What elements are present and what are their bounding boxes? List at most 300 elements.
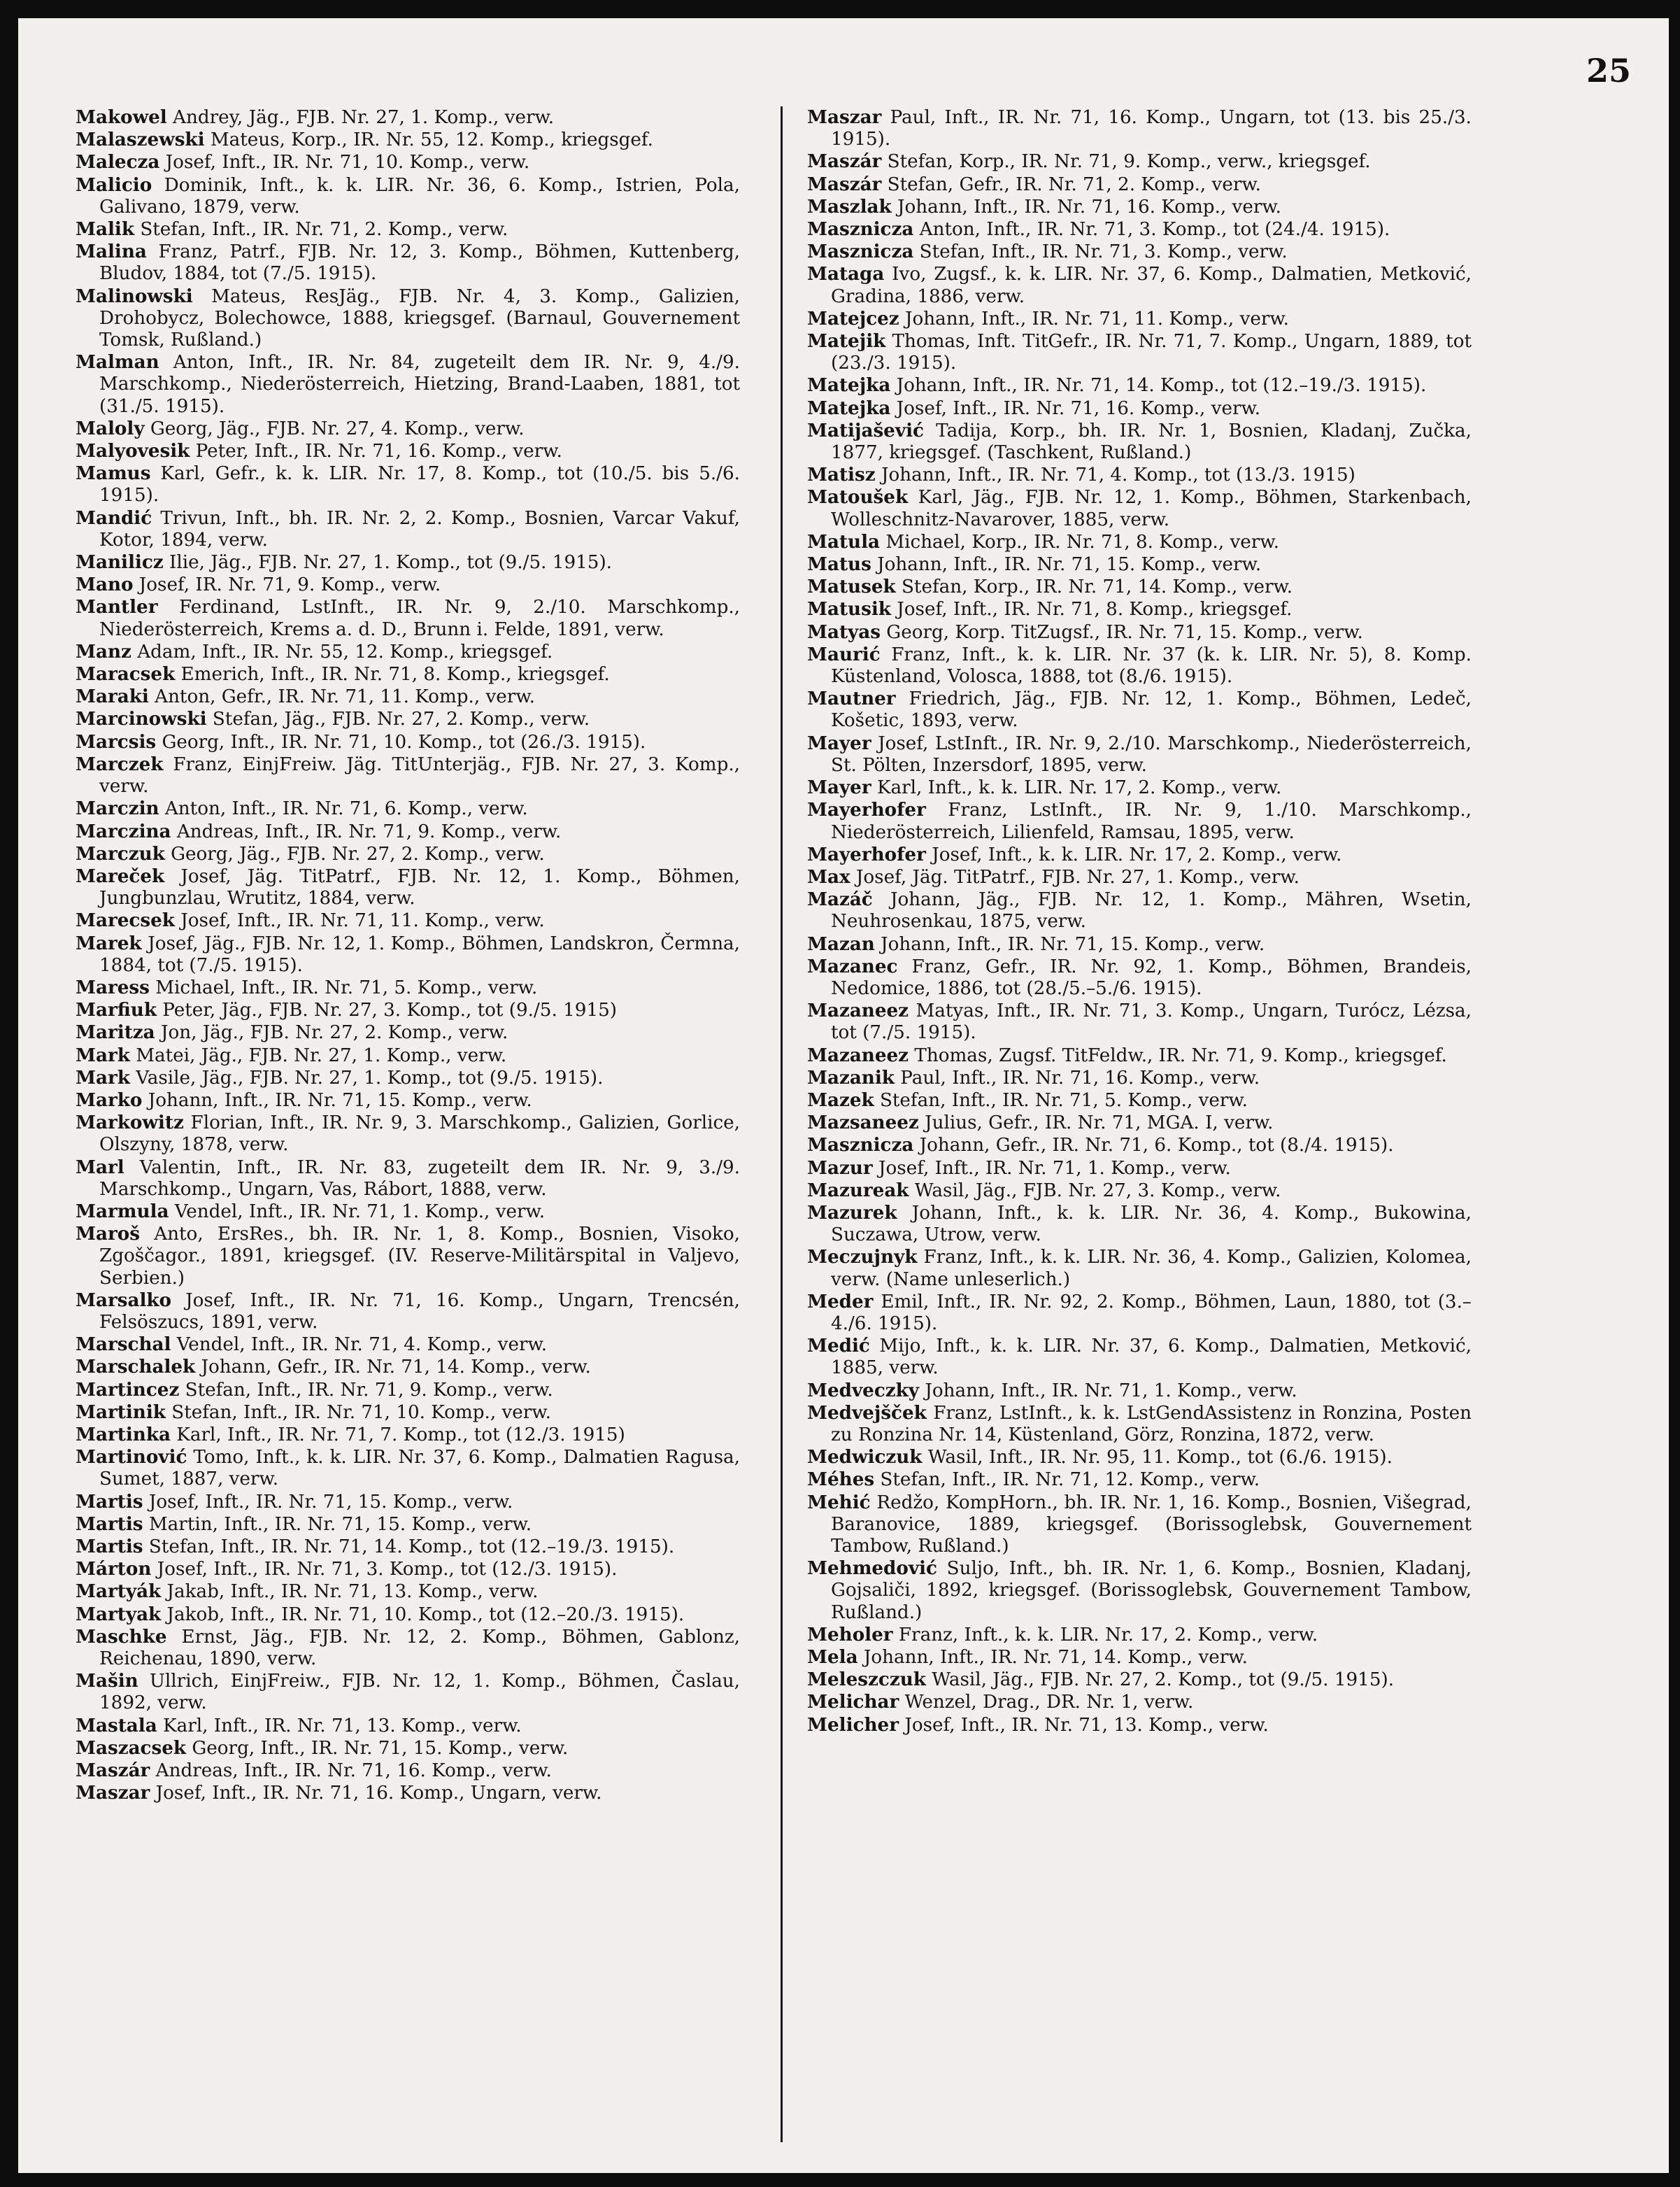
list-entry [76,1604,740,1626]
entry-details: Josef, LstInft., IR. Nr. 9, 2./10. Marschkomp., Niederösterreich, St. Pölten, Inzersdorf, 1895, verw. [831,732,1472,776]
entry-details: Franz, EinjFreiw. Jäg. TitUnterjäg., FJB. Nr. 27, 3. Komp., verw. [99,753,740,798]
entry-surname: Mehić [807,1491,871,1513]
list-entry [76,596,740,640]
entry-details: Ferdinand, LstInft., IR. Nr. 9, 2./10. Marschkomp., Niederösterreich, Krems a. d. D., Brunn i. Felde, 1891, verw. [99,597,740,640]
list-entry [76,1289,740,1333]
entry-surname: Matyas [807,621,881,643]
entry-surname: Maraki [76,686,149,708]
entry-surname: Maschke [76,1625,167,1648]
entry-surname: Marsalko [76,1289,172,1311]
entry-surname: Malaszewski [76,129,205,151]
entry-details: Peter, Inft., IR. Nr. 71, 16. Komp., verw. [190,441,562,462]
list-entry [807,1669,1472,1691]
entry-details: Wasil, Inft., IR. Nr. 95, 11. Komp., tot (6./6. 1915). [922,1447,1393,1468]
list-entry [807,1646,1472,1669]
entry-details: Stefan, Korp., IR. Nr. 71, 9. Komp., verw., kriegsgef. [881,151,1371,173]
page-number: 25 [1586,52,1631,90]
entry-surname: Marek [76,932,142,954]
entry-details: Vasile, Jäg., FJB. Nr. 27, 1. Komp., tot (9./5. 1915). [129,1067,604,1089]
entry-details: Matyas, Inft., IR. Nr. 71, 3. Komp., Ungarn, Turócz, Lézsa, tot (7./5. 1915). [831,1000,1472,1044]
entry-surname: Marmula [76,1200,169,1222]
entry-surname: Matejka [807,374,891,397]
entry-details: Josef, Inft., IR. Nr. 71, 1. Komp., verw. [872,1157,1231,1179]
list-entry [76,151,740,174]
list-entry [76,1045,740,1067]
entry-surname: Malman [76,351,159,374]
entry-details: Andreas, Inft., IR. Nr. 71, 9. Komp., verw. [171,821,562,842]
entry-details: Tadija, Korp., bh. IR. Nr. 1, Bosnien, Kladanj, Zučka, 1877, kriegsgef. (Taschkent, Rußland.) [831,420,1472,464]
list-entry [807,1246,1472,1290]
entry-details: Franz, LstInft., k. k. LstGendAssistenz in Ronzina, Posten zu Ronzina Nr. 14, Küstenland, Görz, Ronzina, 1872, verw. [831,1402,1472,1445]
entry-details: Adam, Inft., IR. Nr. 55, 12. Komp., kriegsgef. [131,641,553,663]
entry-details: Josef, Inft., IR. Nr. 71, 11. Komp., verw. [174,910,545,932]
entry-surname: Medwiczuk [807,1446,923,1468]
list-entry [76,418,740,440]
entry-surname: Medić [807,1335,870,1357]
entry-details: Michael, Korp., IR. Nr. 71, 8. Komp., verw. [880,531,1279,553]
entry-details: Ernst, Jäg., FJB. Nr. 12, 2. Komp., Böhmen, Gablonz, Reichenau, 1890, verw. [99,1626,740,1670]
entry-details: Andrey, Jäg., FJB. Nr. 27, 1. Komp., verw. [166,107,555,128]
entry-details: Peter, Jäg., FJB. Nr. 27, 3. Komp., tot (9./5. 1915) [156,1000,617,1021]
list-entry [76,731,740,753]
list-entry [807,866,1472,889]
list-entry [76,440,740,462]
list-entry [807,576,1472,598]
list-entry [807,1067,1472,1089]
entry-details: Georg, Inft., IR. Nr. 71, 10. Komp., tot (26./3. 1915). [156,731,646,753]
list-entry [76,1491,740,1513]
list-entry [76,686,740,708]
entry-surname: Maszar [76,1782,150,1804]
entry-surname: Malinowski [76,285,193,307]
entry-surname: Marl [76,1156,124,1178]
entry-surname: Maracsek [76,663,176,686]
entry-surname: Mela [807,1646,858,1669]
list-entry [76,1626,740,1670]
entry-surname: Maszár [807,150,882,173]
entry-details: Josef, Inft., IR. Nr. 71, 16. Komp., Ungarn, Trencsén, Felsöszucs, 1891, verw. [99,1289,740,1333]
entry-surname: Mayerhofer [807,799,926,821]
entry-surname: Medveczky [807,1379,920,1401]
list-entry [76,663,740,686]
entry-details: Vendel, Inft., IR. Nr. 71, 1. Komp., verw. [169,1201,546,1222]
entry-surname: Maszár [807,173,882,195]
entry-surname: Malicio [76,174,152,196]
list-entry [76,507,740,551]
list-entry [807,1000,1472,1044]
list-entry [76,218,740,241]
entry-surname: Martincez [76,1378,180,1401]
list-entry [807,1335,1472,1379]
entry-details: Josef, Inft., IR. Nr. 71, 15. Komp., verw. [143,1491,513,1513]
entry-details: Johann, Inft., IR. Nr. 71, 4. Komp., tot (13./3. 1915) [875,465,1355,486]
entry-surname: Matejcez [807,307,899,330]
entry-surname: Marko [76,1089,143,1111]
entry-details: Josef, Inft., IR. Nr. 71, 3. Komp., tot (12./3. 1915). [151,1559,618,1580]
entry-surname: Masznicza [807,218,914,241]
list-entry [807,1045,1472,1067]
entry-details: Karl, Inft., k. k. LIR. Nr. 17, 2. Komp., verw. [871,777,1282,799]
list-entry [807,1380,1472,1402]
list-entry [76,1424,740,1446]
entry-surname: Maloly [76,417,145,439]
entry-surname: Matula [807,530,881,553]
entry-details: Thomas, Inft. TitGefr., IR. Nr. 71, 7. Komp., Ungarn, 1889, tot (23./3. 1915). [831,331,1472,374]
entry-surname: Makowel [76,106,167,128]
list-entry [76,798,740,820]
list-entry [76,1580,740,1603]
entry-details: Georg, Korp. TitZugsf., IR. Nr. 71, 15. Komp., verw. [880,621,1363,643]
list-entry [76,1356,740,1378]
list-entry [807,1624,1472,1646]
list-entry [76,1021,740,1044]
entry-details: Wasil, Jäg., FJB. Nr. 27, 3. Komp., verw. [909,1180,1281,1201]
entry-surname: Martyák [76,1580,162,1603]
entry-surname: Martinović [76,1446,187,1468]
entry-details: Ilie, Jäg., FJB. Nr. 27, 1. Komp., tot (9./5. 1915). [163,552,612,574]
list-entry [807,644,1472,688]
entry-surname: Mazáč [807,889,873,911]
entry-surname: Martinka [76,1423,171,1445]
entry-details: Stefan, Gefr., IR. Nr. 71, 2. Komp., verw. [881,174,1262,195]
entry-surname: Marschal [76,1333,171,1356]
list-entry [807,1112,1472,1134]
entry-details: Johann, Inft., IR. Nr. 71, 1. Komp., verw. [919,1380,1297,1401]
entry-surname: Mandić [76,507,152,529]
list-entry [76,106,740,129]
entry-surname: Maszlak [807,195,892,218]
list-entry [807,1691,1472,1713]
entry-surname: Maszár [76,1760,150,1782]
entry-surname: Mark [76,1066,130,1089]
entry-details: Stefan, Korp., IR. Nr. 71, 14. Komp., verw. [895,576,1293,598]
entry-surname: Mark [76,1044,130,1066]
list-entry [76,1401,740,1424]
entry-details: Georg, Jäg., FJB. Nr. 27, 2. Komp., verw. [164,843,545,865]
entry-details: Karl, Inft., IR. Nr. 71, 13. Komp., verw. [157,1715,522,1736]
entry-surname: Marczina [76,820,171,842]
entry-details: Karl, Inft., IR. Nr. 71, 7. Komp., tot (12./3. 1915) [170,1424,625,1445]
entry-surname: Matoušek [807,486,909,509]
list-entry [76,1333,740,1356]
entry-surname: Manz [76,640,131,663]
entry-surname: Mazek [807,1089,874,1111]
entry-surname: Matus [807,553,871,576]
entry-surname: Marcinowski [76,708,207,730]
list-entry [807,397,1472,420]
entry-details: Thomas, Zugsf. TitFeldw., IR. Nr. 71, 9. Komp., kriegsgef. [909,1045,1447,1066]
entry-surname: Malina [76,241,147,263]
list-entry [807,464,1472,486]
entry-details: Anton, Inft., IR. Nr. 84, zugeteilt dem IR. Nr. 9, 4./9. Marschkomp., Niederösterreich, Hietzing, Brand-Laaben, 1881, tot (31./5. 1915). [99,352,740,417]
entry-surname: Marczuk [76,842,165,865]
list-entry [807,1402,1472,1446]
entry-details: Jakab, Inft., IR. Nr. 71, 13. Komp., verw. [161,1581,539,1603]
entry-details: Anto, ErsRes., bh. IR. Nr. 1, 8. Komp., Bosnien, Visoko, Zgoščagor., 1891, kriegsgef. (IV. Reserve-Militärspital in Valjevo, Serbien.) [99,1224,740,1289]
entry-surname: Marecsek [76,910,175,932]
entry-details: Ivo, Zugsf., k. k. LIR. Nr. 37, 6. Komp., Dalmatien, Metković, Gradina, 1886, verw. [831,264,1472,307]
entry-details: Jakob, Inft., IR. Nr. 71, 10. Komp., tot (12.–20./3. 1915). [161,1604,685,1625]
entry-surname: Marcsis [76,730,157,753]
entry-details: Johann, Gefr., IR. Nr. 71, 6. Komp., tot (8./4. 1915). [913,1135,1394,1156]
entry-details: Mijo, Inft., k. k. LIR. Nr. 37, 6. Komp., Dalmatien, Metković, 1885, verw. [831,1336,1472,1379]
entry-details: Anton, Inft., IR. Nr. 71, 3. Komp., tot (24./4. 1915). [913,219,1390,241]
list-entry [807,330,1472,374]
list-entry [76,351,740,418]
list-entry [76,933,740,977]
entry-details: Stefan, Inft., IR. Nr. 71, 5. Komp., verw. [874,1089,1248,1111]
entry-details: Michael, Inft., IR. Nr. 71, 5. Komp., verw. [149,977,538,998]
list-entry [807,1291,1472,1335]
entry-details: Georg, Jäg., FJB. Nr. 27, 4. Komp., verw. [144,418,525,439]
list-entry [76,285,740,352]
entry-details: Julius, Gefr., IR. Nr. 71, MGA. I, verw. [918,1112,1274,1134]
list-entry [76,708,740,730]
entry-details: Wasil, Jäg., FJB. Nr. 27, 2. Komp., tot (9./5. 1915). [925,1669,1395,1691]
document-page [18,18,1669,2173]
list-entry [807,1089,1472,1112]
list-entry [76,241,740,285]
entry-surname: Mataga [807,263,885,285]
entry-details: Josef, Jäg., FJB. Nr. 12, 1. Komp., Böhmen, Landskron, Čermna, 1884, tot (7./5. 1915). [99,933,740,976]
entry-details: Wenzel, Drag., DR. Nr. 1, verw. [899,1692,1194,1713]
list-entry [76,1446,740,1490]
list-entry [76,1223,740,1289]
entry-details: Paul, Inft., IR. Nr. 71, 16. Komp., Ungarn, tot (13. bis 25./3. 1915). [831,107,1472,150]
entry-details: Anton, Gefr., IR. Nr. 71, 11. Komp., verw. [148,686,535,708]
list-entry [76,821,740,843]
entry-surname: Mazanik [807,1066,895,1089]
list-entry [76,1067,740,1089]
list-entry [807,799,1472,843]
column-divider [781,106,783,2142]
entry-details: Franz, Gefr., IR. Nr. 92, 1. Komp., Böhmen, Brandeis, Nedomice, 1886, tot (28./5.–5./6. 1915). [831,956,1472,999]
entry-surname: Malik [76,218,134,241]
entry-surname: Mazaneez [807,1044,909,1066]
entry-details: Josef, Inft., IR. Nr. 71, 16. Komp., Ungarn, verw. [150,1783,602,1804]
list-entry [807,621,1472,644]
entry-surname: Martis [76,1536,143,1557]
entry-surname: Mazaneez [807,1000,909,1022]
entry-details: Josef, Inft., k. k. LIR. Nr. 17, 2. Komp., verw. [925,844,1342,865]
entry-details: Johann, Inft., IR. Nr. 71, 11. Komp., verw. [899,308,1290,330]
entry-details: Franz, Inft., k. k. LIR. Nr. 17, 2. Komp., verw. [892,1624,1318,1645]
entry-surname: Mazan [807,933,875,955]
entry-surname: Matusek [807,576,896,598]
entry-details: Florian, Inft., IR. Nr. 9, 3. Marschkomp., Galizien, Gorlice, Olszyny, 1878, verw. [99,1112,740,1156]
entry-surname: Mazurek [807,1201,897,1224]
entry-details: Johann, Inft., k. k. LIR. Nr. 36, 4. Komp., Bukowina, Suczawa, Utrow, verw. [831,1202,1472,1246]
entry-surname: Mano [76,574,134,596]
entry-surname: Mehmedović [807,1557,937,1580]
entry-details: Mateus, ResJäg., FJB. Nr. 4, 3. Komp., Galizien, Drohobycz, Bolechowce, 1888, kriegsgef. (Barnaul, Gouvernement Tomsk, Rußland.) [99,285,740,351]
entry-details: Stefan, Jäg., FJB. Nr. 27, 2. Komp., verw. [206,709,590,730]
entry-details: Suljo, Inft., bh. IR. Nr. 1, 6. Komp., Bosnien, Kladanj, Gojsaliči, 1892, kriegsgef. (Borissoglebsk, Gouvernement Tambow, Rußland.) [831,1558,1472,1623]
list-entry [76,1089,740,1112]
entry-surname: Mayer [807,777,871,799]
list-entry [76,1558,740,1580]
entry-details: Franz, Inft., k. k. LIR. Nr. 36, 4. Komp., Galizien, Kolomea, verw. (Name unleserlich.) [831,1247,1472,1290]
entry-surname: Marfiuk [76,999,157,1021]
entry-surname: Mazanec [807,955,898,977]
list-entry [76,1715,740,1737]
entry-surname: Mayerhofer [807,843,926,865]
entry-surname: Mayer [807,732,871,754]
list-entry [807,844,1472,866]
entry-details: Josef, Jäg. TitPatrf., FJB. Nr. 27, 1. Komp., verw. [850,866,1300,888]
entry-surname: Masznicza [807,1134,914,1156]
list-entry [807,196,1472,218]
entry-surname: Mazureak [807,1179,909,1201]
list-entry [807,1157,1472,1180]
entry-surname: Maurić [807,643,881,665]
entry-surname: Méhes [807,1468,875,1491]
entry-details: Stefan, Inft., IR. Nr. 71, 12. Komp., verw. [874,1469,1260,1491]
list-entry [807,1134,1472,1156]
list-entry [76,1536,740,1558]
entry-details: Johann, Inft., IR. Nr. 71, 15. Komp., verw. [874,933,1265,955]
list-entry [76,1112,740,1156]
list-entry [807,956,1472,1000]
entry-surname: Marschalek [76,1356,196,1378]
list-entry [76,910,740,932]
list-entry [807,889,1472,933]
entry-surname: Márton [76,1558,152,1580]
right-column [807,106,1472,1736]
entry-surname: Marczin [76,798,159,820]
entry-details: Georg, Inft., IR. Nr. 71, 15. Komp., verw. [186,1737,569,1759]
list-entry [807,688,1472,732]
entry-details: Josef, IR. Nr. 71, 9. Komp., verw. [133,574,441,596]
entry-surname: Mamus [76,462,151,485]
entry-surname: Martis [76,1513,143,1535]
entry-details: Stefan, Inft., IR. Nr. 71, 3. Komp., verw. [913,241,1288,263]
list-entry [807,1446,1472,1468]
list-entry [76,1670,740,1714]
list-entry [76,1513,740,1536]
list-entry [807,1468,1472,1491]
list-entry [807,1492,1472,1558]
entry-details: Paul, Inft., IR. Nr. 71, 16. Komp., verw. [894,1067,1260,1089]
entry-surname: Mašin [76,1670,138,1692]
entry-details: Josef, Inft., IR. Nr. 71, 13. Komp., verw. [899,1714,1269,1736]
entry-surname: Malyovesik [76,440,190,462]
list-entry [76,129,740,151]
entry-surname: Melicher [807,1713,899,1736]
list-entry [807,933,1472,956]
list-entry [807,777,1472,799]
entry-details: Stefan, Inft., IR. Nr. 71, 14. Komp., tot (12.–19./3. 1915). [143,1536,675,1557]
entry-surname: Marczek [76,753,164,775]
list-entry [807,598,1472,621]
entry-surname: Mazur [807,1156,873,1179]
entry-surname: Matisz [807,464,876,486]
entry-details: Stefan, Inft., IR. Nr. 71, 10. Komp., verw. [165,1401,551,1423]
list-entry [807,531,1472,553]
entry-surname: Mautner [807,688,896,710]
entry-details: Anton, Inft., IR. Nr. 71, 6. Komp., verw. [159,798,528,820]
entry-details: Martin, Inft., IR. Nr. 71, 15. Komp., verw. [143,1513,532,1535]
list-entry [807,732,1472,777]
entry-details: Johann, Inft., IR. Nr. 71, 15. Komp., verw. [871,554,1262,576]
list-entry [76,1760,740,1782]
entry-surname: Martyak [76,1603,162,1625]
entry-surname: Max [807,865,850,888]
entry-details: Stefan, Inft., IR. Nr. 71, 2. Komp., verw. [134,219,508,241]
list-entry [76,843,740,865]
list-entry [76,999,740,1021]
list-entry [807,1557,1472,1624]
entry-details: Dominik, Inft., k. k. LIR. Nr. 36, 6. Komp., Istrien, Pola, Galivano, 1879, verw. [99,174,740,218]
list-entry [76,462,740,507]
entry-surname: Markowitz [76,1112,184,1134]
list-entry [807,263,1472,307]
entry-surname: Matusik [807,598,891,621]
list-entry [76,574,740,596]
list-entry [76,1201,740,1223]
entry-surname: Maszacsek [76,1736,187,1759]
list-entry [76,1737,740,1760]
entry-details: Trivun, Inft., bh. IR. Nr. 2, 2. Komp., Bosnien, Varcar Vakuf, Kotor, 1894, verw. [99,507,740,551]
list-entry [807,374,1472,397]
entry-surname: Matijašević [807,419,924,441]
entry-details: Josef, Inft., IR. Nr. 71, 8. Komp., kriegsgef. [890,599,1293,621]
entry-details: Stefan, Inft., IR. Nr. 71, 9. Komp., verw. [179,1379,553,1401]
list-entry [807,106,1472,150]
entry-surname: Masznicza [807,241,914,263]
entry-details: Matei, Jäg., FJB. Nr. 27, 1. Komp., verw. [129,1045,507,1066]
list-entry [807,1202,1472,1246]
list-entry [807,241,1472,263]
entry-surname: Mareček [76,865,165,887]
entry-surname: Maritza [76,1021,155,1044]
entry-details: Mateus, Korp., IR. Nr. 55, 12. Komp., kriegsgef. [204,129,653,151]
entry-surname: Malecza [76,151,160,174]
entry-details: Karl, Gefr., k. k. LIR. Nr. 17, 8. Komp., tot (10./5. bis 5./6. 1915). [99,463,740,507]
entry-details: Johann, Inft., IR. Nr. 71, 15. Komp., verw. [142,1089,532,1111]
entry-details: Johann, Jäg., FJB. Nr. 12, 1. Komp., Mähren, Wsetin, Neuhrosenkau, 1875, verw. [831,889,1472,933]
list-entry [807,218,1472,241]
entry-details: Andreas, Inft., IR. Nr. 71, 16. Komp., verw. [150,1760,552,1782]
entry-surname: Mantler [76,596,158,618]
list-entry [76,865,740,910]
entry-details: Johann, Gefr., IR. Nr. 71, 14. Komp., verw. [195,1357,591,1378]
list-entry [76,753,740,798]
entry-details: Emil, Inft., IR. Nr. 92, 2. Komp., Böhmen, Laun, 1880, tot (3.–4./6. 1915). [831,1291,1472,1334]
entry-surname: Maszar [807,106,882,128]
entry-surname: Medvejšček [807,1401,927,1424]
entry-surname: Meholer [807,1623,893,1645]
entry-details: Karl, Jäg., FJB. Nr. 12, 1. Komp., Böhmen, Starkenbach, Wolleschnitz-Navarover, 1885, verw. [831,487,1472,530]
list-entry [807,1714,1472,1736]
entry-details: Franz, Patrf., FJB. Nr. 12, 3. Komp., Böhmen, Kuttenberg, Bludov, 1884, tot (7./5. 1915). [99,241,740,285]
entry-surname: Meder [807,1290,874,1312]
entry-details: Ullrich, EinjFreiw., FJB. Nr. 12, 1. Komp., Böhmen, Časlau, 1892, verw. [99,1671,740,1714]
entry-details: Emerich, Inft., IR. Nr. 71, 8. Komp., kriegsgef. [175,664,610,686]
list-entry [76,174,740,218]
entry-details: Valentin, Inft., IR. Nr. 83, zugeteilt dem IR. Nr. 9, 3./9. Marschkomp., Ungarn, Vas, Rábort, 1888, verw. [99,1156,740,1200]
list-entry [76,1782,740,1804]
list-entry [76,977,740,999]
entry-surname: Matejka [807,397,891,419]
entry-details: Franz, LstInft., IR. Nr. 9, 1./10. Marschkomp., Niederösterreich, Lilienfeld, Ramsau, 1895, verw. [831,800,1472,843]
entry-details: Johann, Inft., IR. Nr. 71, 16. Komp., verw. [891,196,1281,218]
entry-details: Tomo, Inft., k. k. LIR. Nr. 37, 6. Komp., Dalmatien Ragusa, Sumet, 1887, verw. [99,1447,740,1490]
entry-details: Jon, Jäg., FJB. Nr. 27, 2. Komp., verw. [155,1022,508,1044]
entry-details: Redžo, KompHorn., bh. IR. Nr. 1, 16. Komp., Bosnien, Višegrad, Baranovice, 1889, kriegsgef. (Borissoglebsk, Gouvernement Tambow, Rußland.) [831,1492,1472,1557]
entry-surname: Manilicz [76,551,164,574]
entry-surname: Martis [76,1490,143,1513]
